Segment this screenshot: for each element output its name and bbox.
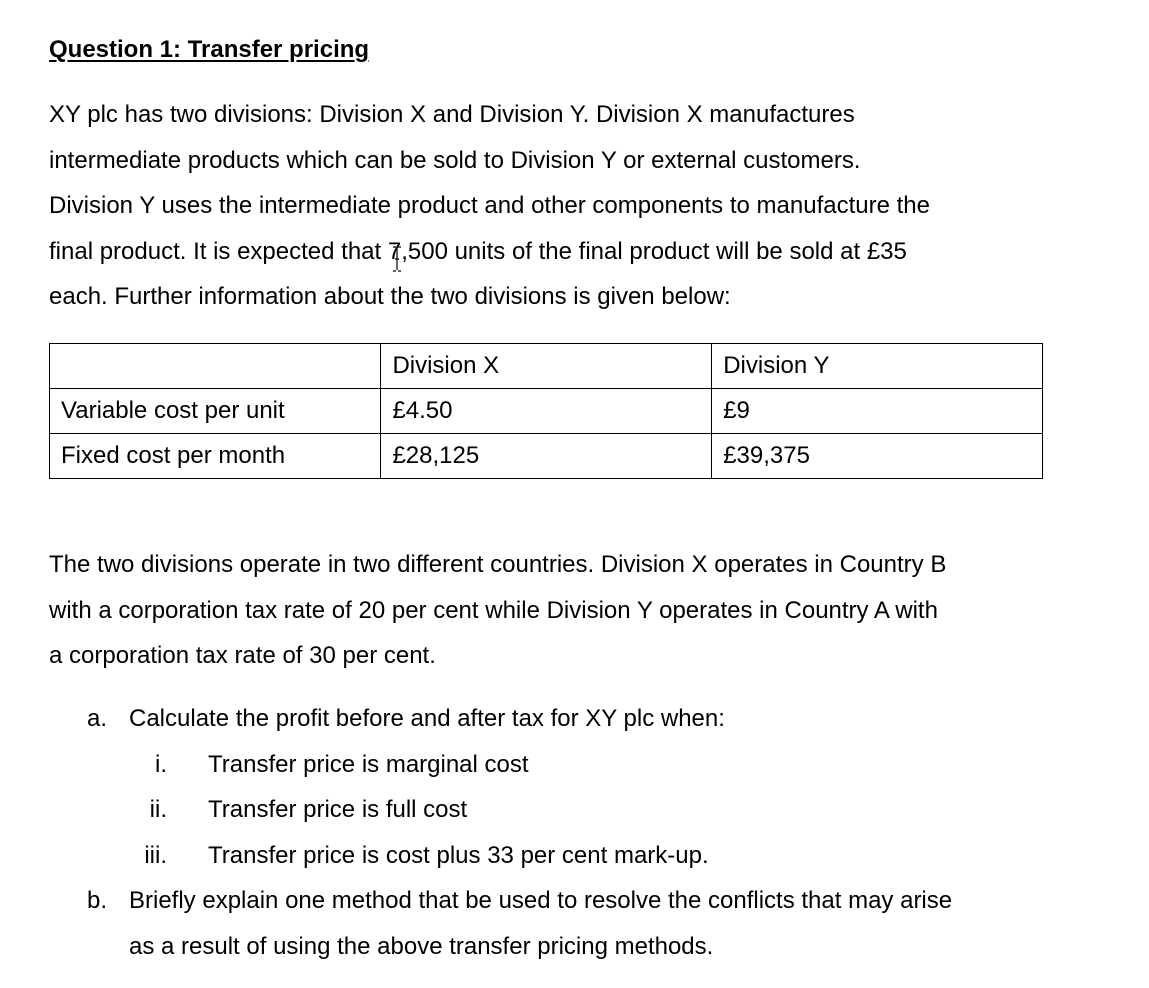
table-header-cell [50, 344, 381, 389]
list-marker: a. [87, 705, 108, 732]
question-title: Question 1: Transfer pricing [49, 36, 370, 63]
context-paragraph [49, 542, 946, 679]
table-cell: Fixed cost per month [50, 434, 381, 479]
list-marker: i. [155, 750, 167, 778]
intro-line: intermediate products which can be sold to Division Y or external customers. [49, 146, 861, 174]
list-marker: ii. [149, 796, 167, 824]
intro-line: each. Further information about the two divisions is given below: [49, 283, 731, 311]
intro-line: final product. It is expected that 7,500 units of the final product will be sold at £35 [49, 237, 907, 265]
table-row [50, 389, 1043, 434]
question-a-text: Calculate the profit before and after tax for XY plc when: [129, 705, 725, 732]
table-cell: £9 [712, 389, 1043, 434]
sub-question-text: Transfer price is cost plus 33 per cent mark-up. [208, 841, 709, 869]
sub-question-text: Transfer price is full cost [208, 796, 468, 824]
table-cell: £39,375 [712, 434, 1043, 479]
table-row [50, 434, 1043, 479]
context-line: a corporation tax rate of 30 per cent. [49, 642, 436, 670]
sub-question-text: Transfer price is marginal cost [208, 750, 529, 778]
question-b-line: as a result of using the above transfer pricing methods. [129, 932, 714, 960]
text-cursor-icon [392, 246, 402, 272]
table-cell: £28,125 [381, 434, 712, 479]
question-b-line: Briefly explain one method that be used to resolve the conflicts that may arise [129, 887, 953, 915]
table-cell: Variable cost per unit [50, 389, 381, 434]
table-header-row [50, 344, 1043, 389]
intro-paragraph [49, 92, 930, 320]
list-marker: iii. [144, 841, 167, 869]
intro-line: XY plc has two divisions: Division X and Division Y. Division X manufactures [49, 101, 855, 128]
table-header-cell: Division X [381, 344, 712, 389]
cost-table [49, 343, 1043, 479]
question-b-text [129, 878, 952, 969]
table-cell: £4.50 [381, 389, 712, 434]
context-line: with a corporation tax rate of 20 per cent while Division Y operates in Country A with [49, 596, 938, 624]
intro-line: Division Y uses the intermediate product and other components to manufacture the [49, 192, 930, 220]
table-header-cell: Division Y [712, 344, 1043, 389]
list-marker: b. [87, 887, 108, 915]
context-line: The two divisions operate in two different countries. Division X operates in Country B [49, 551, 947, 578]
